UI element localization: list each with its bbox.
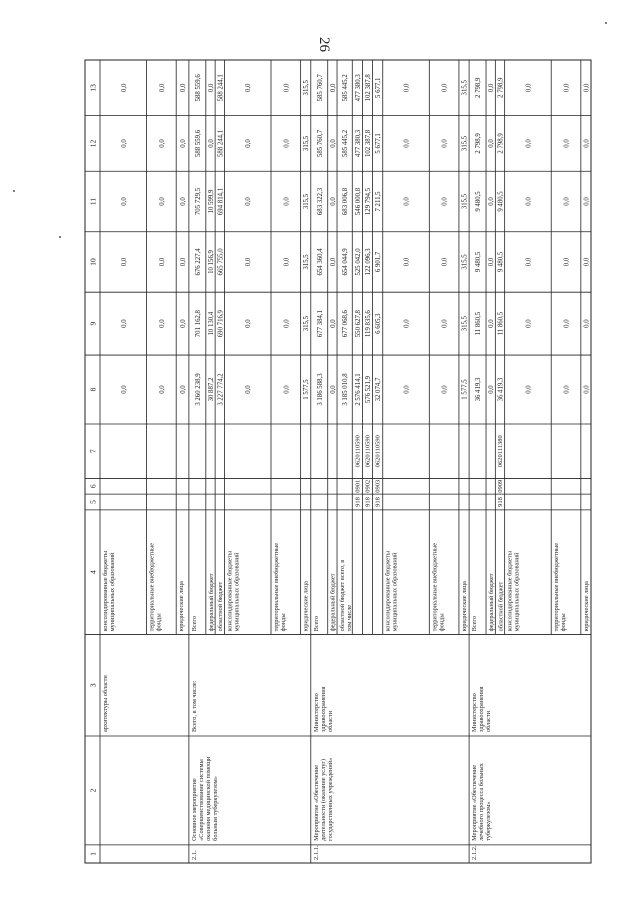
- row-label: областной бюджет всего, втом числе: [339, 559, 354, 632]
- value-cell: 129 794,5: [365, 187, 373, 216]
- value-cell: 0,0: [441, 385, 449, 394]
- value-cell: 0,0: [583, 139, 591, 148]
- value-cell: 0,0: [403, 83, 411, 93]
- value-cell: 0,0: [283, 257, 291, 267]
- value-cell: 6 605,3: [375, 313, 383, 334]
- row-label: консолидированные бюджетымуниципальных образований: [384, 551, 399, 632]
- row-label: территориальные внебюджетныефонды: [553, 542, 568, 632]
- value-cell: 5 677,1: [375, 77, 383, 99]
- row-label: областной бюджет: [217, 581, 225, 632]
- value-cell: 0,0: [488, 257, 496, 267]
- row-label: юридические лица: [582, 581, 590, 632]
- item-title: Мероприятие «Обеспечениедеятельности (оказание услуг)государственных учреждений»: [312, 757, 334, 841]
- value-cell: 0,0: [120, 385, 128, 394]
- value-cell: 32 074,7: [375, 377, 383, 402]
- row-label: консолидированные бюджетымуниципальных образований: [506, 551, 521, 632]
- table-border: [85, 60, 591, 863]
- value-cell: 0,0: [583, 319, 591, 328]
- value-cell: 0,0: [180, 83, 188, 93]
- column-header: 12: [88, 139, 98, 148]
- value-cell: 0,0: [245, 139, 253, 148]
- executor: Министерствоздравоохраненияобласти: [471, 686, 493, 733]
- row-label: юридические лица: [302, 581, 310, 632]
- value-cell: 0,0: [120, 257, 128, 267]
- value-cell: 0,0: [207, 139, 215, 148]
- value-cell: 0,0: [329, 139, 337, 148]
- value-cell: 0,0: [441, 197, 449, 206]
- value-cell: 676 227,4: [194, 248, 202, 276]
- value-cell: 2 798,9: [497, 77, 505, 99]
- value-cell: 0,0: [441, 83, 449, 93]
- row-label: Всего: [312, 615, 320, 632]
- value-cell: 0,0: [525, 139, 533, 148]
- code-target: 0620110590: [354, 435, 362, 468]
- value-cell: 0,0: [158, 197, 166, 206]
- column-header: 4: [88, 570, 98, 575]
- executor: Всего, в том числе:: [190, 680, 198, 733]
- value-cell: 0,0: [583, 83, 591, 93]
- row-label: федеральный бюджет: [207, 573, 215, 632]
- row-label: территориальные внебюджетныефонды: [148, 542, 163, 632]
- value-cell: 9 480,5: [475, 251, 483, 273]
- column-header: 10: [88, 258, 98, 266]
- value-cell: 315,5: [303, 80, 311, 96]
- value-cell: 9 480,5: [497, 251, 505, 273]
- value-cell: 0,0: [158, 257, 166, 267]
- code-section: 0909: [496, 479, 504, 493]
- budget-table: [85, 60, 591, 863]
- value-cell: 588 559,6: [194, 74, 202, 102]
- value-cell: 0,0: [563, 139, 571, 148]
- code-target: 0620110590: [374, 435, 382, 468]
- row-label: юридические лица: [460, 581, 468, 632]
- value-cell: 0,0: [180, 197, 188, 206]
- value-cell: 0,0: [525, 319, 533, 328]
- page-number: 26: [316, 37, 332, 52]
- value-cell: 0,0: [488, 319, 496, 328]
- column-header: 7: [88, 449, 98, 454]
- code-target: 0620110590: [364, 435, 372, 468]
- value-cell: 2 798,9: [475, 77, 483, 99]
- value-cell: 0,0: [329, 385, 337, 394]
- item-number: 2.1.: [190, 850, 198, 860]
- value-cell: 315,5: [303, 315, 311, 332]
- value-cell: 0,0: [180, 385, 188, 394]
- value-cell: 0,0: [245, 257, 253, 267]
- value-cell: 3 227 774,2: [217, 373, 225, 406]
- value-cell: 0,0: [488, 385, 496, 394]
- value-cell: 2 798,9: [475, 133, 483, 154]
- value-cell: 683 322,3: [316, 187, 324, 216]
- item-title: Мероприятие «Обеспечениелечебного процесса больныхтуберкулезом»: [471, 763, 493, 841]
- value-cell: 36 419,3: [475, 377, 483, 402]
- row-label: федеральный бюджет: [329, 573, 337, 632]
- executor: Министерствоздравоохраненияобласти: [312, 686, 334, 733]
- value-cell: 0,0: [283, 197, 291, 206]
- value-cell: 36 419,3: [497, 377, 505, 402]
- item-number: 2.1.1.: [312, 845, 320, 860]
- value-cell: 0,0: [283, 83, 291, 93]
- value-cell: 0,0: [245, 197, 253, 206]
- column-header: 6: [88, 484, 98, 489]
- value-cell: 0,0: [329, 257, 337, 267]
- value-cell: 7 211,5: [375, 191, 383, 212]
- code-grbs: 918: [354, 497, 362, 507]
- value-cell: 315,5: [461, 80, 469, 96]
- value-cell: 315,5: [303, 135, 311, 152]
- code-grbs: 918: [496, 497, 504, 507]
- value-cell: 0,0: [180, 319, 188, 328]
- value-cell: 588 244,1: [217, 129, 225, 158]
- value-cell: 2 576 414,1: [354, 373, 362, 406]
- value-cell: 0,0: [283, 139, 291, 148]
- scan-speck: [605, 22, 607, 24]
- item-number: 2.1.2.: [471, 845, 479, 860]
- value-cell: 585 445,2: [342, 129, 350, 158]
- value-cell: 546 000,8: [354, 187, 362, 216]
- value-cell: 315,5: [461, 315, 469, 332]
- value-cell: 315,5: [461, 193, 469, 210]
- value-cell: 0,0: [488, 83, 496, 93]
- value-cell: 0,0: [583, 197, 591, 206]
- value-cell: 0,0: [329, 197, 337, 206]
- column-header: 11: [88, 197, 98, 206]
- item-title: Основное мероприятие«Совершенствование системыоказания медицинской помощибольным туберкулезом»: [190, 756, 219, 841]
- value-cell: 550 627,8: [354, 310, 362, 338]
- row-label: Всего: [471, 615, 479, 632]
- value-cell: 3 185 010,8: [342, 373, 350, 406]
- value-cell: 10 599,9: [207, 189, 215, 214]
- value-cell: 0,0: [563, 83, 571, 93]
- row-label: Всего: [190, 615, 198, 632]
- value-cell: 0,0: [525, 197, 533, 206]
- code-section: 0902: [364, 479, 372, 493]
- value-cell: 0,0: [563, 197, 571, 206]
- column-header: 13: [88, 84, 98, 92]
- value-cell: 477 380,3: [354, 74, 362, 102]
- column-header: 8: [88, 387, 98, 392]
- code-section: 0901: [354, 479, 362, 493]
- value-cell: 0,0: [158, 319, 166, 328]
- value-cell: 315,5: [461, 135, 469, 152]
- value-cell: 0,0: [180, 139, 188, 148]
- value-cell: 3 260 238,9: [194, 373, 202, 406]
- value-cell: 0,0: [158, 83, 166, 93]
- value-cell: 0,0: [158, 385, 166, 394]
- value-cell: 0,0: [283, 385, 291, 394]
- value-cell: 0,0: [441, 257, 449, 267]
- value-cell: 588 559,6: [194, 129, 202, 158]
- value-cell: 477 380,3: [354, 129, 362, 158]
- value-cell: 0,0: [180, 257, 188, 267]
- value-cell: 0,0: [488, 197, 496, 206]
- value-cell: 0,0: [403, 139, 411, 148]
- scan-speck: [13, 190, 15, 192]
- value-cell: 0,0: [563, 319, 571, 328]
- code-target: 0620111380: [496, 435, 504, 468]
- value-cell: 10 130,4: [207, 311, 215, 336]
- value-cell: 0,0: [583, 385, 591, 394]
- value-cell: 0,0: [403, 197, 411, 206]
- value-cell: 690 716,9: [217, 310, 225, 338]
- value-cell: 3 186 588,3: [316, 373, 324, 406]
- row-label: территориальные внебюджетныефонды: [273, 542, 288, 632]
- value-cell: 0,0: [245, 385, 253, 394]
- value-cell: 683 006,8: [342, 187, 350, 216]
- value-cell: 5 677,1: [375, 133, 383, 154]
- value-cell: 6 901,7: [375, 251, 383, 273]
- value-cell: 0,0: [120, 319, 128, 328]
- value-cell: 0,0: [120, 83, 128, 93]
- value-cell: 0,0: [525, 257, 533, 267]
- value-cell: 0,0: [563, 257, 571, 267]
- value-cell: 30 887,2: [207, 377, 215, 402]
- value-cell: 585 760,7: [316, 129, 324, 158]
- code-grbs: 918: [364, 497, 372, 507]
- value-cell: 0,0: [207, 83, 215, 93]
- value-cell: 11 860,5: [475, 311, 483, 336]
- value-cell: 11 860,5: [497, 311, 505, 336]
- value-cell: 576 521,9: [365, 375, 373, 404]
- value-cell: 0,0: [245, 83, 253, 93]
- value-cell: 9 480,5: [497, 191, 505, 212]
- column-header: 3: [88, 683, 98, 688]
- value-cell: 0,0: [525, 83, 533, 93]
- value-cell: 0,0: [441, 139, 449, 148]
- value-cell: 665 755,0: [217, 248, 225, 276]
- value-cell: 0,0: [563, 385, 571, 394]
- value-cell: 0,0: [329, 319, 337, 328]
- value-cell: 654 044,9: [342, 248, 350, 276]
- value-cell: 315,5: [303, 193, 311, 210]
- value-cell: 654 360,4: [316, 248, 324, 276]
- row-label: юридические лица: [178, 581, 186, 632]
- value-cell: 9 480,5: [475, 191, 483, 212]
- row-label: территориальные внебюджетныефонды: [431, 542, 446, 632]
- value-cell: 585 445,2: [342, 74, 350, 102]
- value-cell: 102 387,8: [365, 74, 373, 102]
- row-label: федеральный бюджет: [488, 573, 496, 632]
- column-header: 2: [88, 788, 98, 793]
- value-cell: 0,0: [441, 319, 449, 328]
- executor: архитектуры области: [102, 675, 109, 733]
- value-cell: 0,0: [329, 83, 337, 93]
- row-label: консолидированные бюджетымуниципальных образований: [226, 551, 241, 632]
- value-cell: 525 042,0: [354, 248, 362, 276]
- value-cell: 2 798,9: [497, 133, 505, 154]
- value-cell: 588 244,1: [217, 74, 225, 102]
- value-cell: 0,0: [403, 385, 411, 394]
- value-cell: 1 577,5: [461, 379, 469, 400]
- column-header: 9: [88, 321, 98, 326]
- value-cell: 122 096,3: [365, 248, 373, 276]
- value-cell: 102 387,8: [365, 129, 373, 158]
- value-cell: 0,0: [120, 139, 128, 148]
- value-cell: 0,0: [283, 319, 291, 328]
- code-grbs: 918: [374, 497, 382, 507]
- row-label: областной бюджет: [497, 581, 505, 632]
- column-header: 5: [88, 500, 98, 504]
- value-cell: 1 577,5: [303, 379, 311, 400]
- row-label: консолидированные бюджетымуниципальных образований: [102, 551, 116, 632]
- value-cell: 0,0: [120, 197, 128, 206]
- code-section: 0903: [374, 479, 382, 493]
- value-cell: 677 384,1: [316, 310, 324, 338]
- value-cell: 0,0: [158, 139, 166, 148]
- value-cell: 0,0: [403, 319, 411, 328]
- value-cell: 705 729,5: [194, 187, 202, 216]
- scan-speck: [59, 236, 61, 238]
- value-cell: 10 156,9: [207, 250, 215, 274]
- value-cell: 0,0: [583, 257, 591, 267]
- value-cell: 315,5: [303, 254, 311, 270]
- value-cell: 315,5: [461, 254, 469, 270]
- value-cell: 585 760,7: [316, 74, 324, 102]
- value-cell: 694 814,1: [217, 187, 225, 216]
- value-cell: 701 162,8: [194, 310, 202, 338]
- value-cell: 677 068,6: [342, 310, 350, 338]
- value-cell: 0,0: [488, 139, 496, 148]
- column-header: 1: [88, 852, 98, 856]
- value-cell: 0,0: [525, 385, 533, 394]
- value-cell: 0,0: [245, 319, 253, 328]
- value-cell: 0,0: [403, 257, 411, 267]
- value-cell: 119 835,6: [365, 310, 373, 338]
